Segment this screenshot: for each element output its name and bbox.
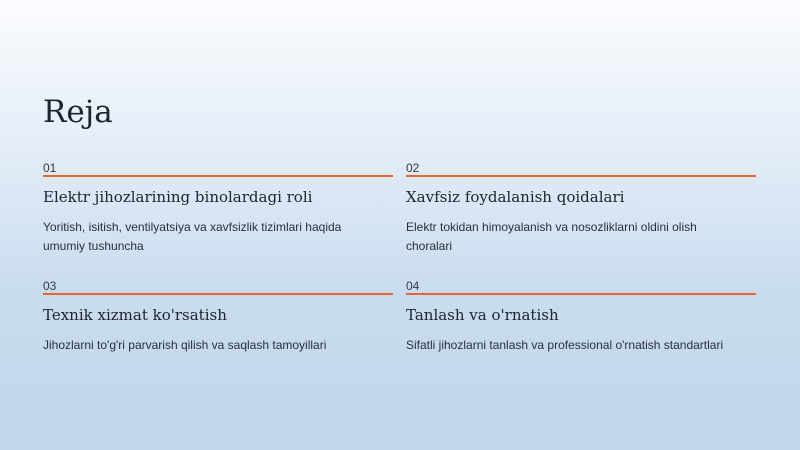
item-description: Elektr tokidan himoyalanish va nosozliklarni oldini olish choralari — [406, 220, 697, 253]
item-number: 04 — [406, 279, 420, 293]
agenda-item-1 — [43, 161, 393, 256]
item-description: Sifatli jihozlarni tanlash va professional o'rnatish standartlari — [406, 338, 724, 352]
slide-title: Reja — [43, 94, 113, 130]
item-heading: Elektr jihozlarining binolardagi roli — [43, 188, 313, 206]
accent-divider — [406, 175, 756, 177]
agenda-item-2 — [406, 161, 756, 256]
item-heading: Xavfsiz foydalanish qoidalari — [406, 188, 625, 206]
agenda-item-3 — [43, 279, 393, 355]
accent-divider — [406, 293, 756, 295]
item-number: 02 — [406, 161, 420, 175]
accent-divider — [43, 293, 393, 295]
item-number: 01 — [43, 161, 57, 175]
item-heading: Tanlash va o'rnatish — [406, 306, 559, 324]
agenda-item-4 — [406, 279, 756, 355]
item-description: Jihozlarni to'g'ri parvarish qilish va saqlash tamoyillari — [43, 338, 327, 352]
item-number: 03 — [43, 279, 57, 293]
item-heading: Texnik xizmat ko'rsatish — [43, 306, 227, 324]
accent-divider — [43, 175, 393, 177]
item-description: Yoritish, isitish, ventilyatsiya va xavfsizlik tizimlari haqida umumiy tushuncha — [43, 220, 342, 253]
